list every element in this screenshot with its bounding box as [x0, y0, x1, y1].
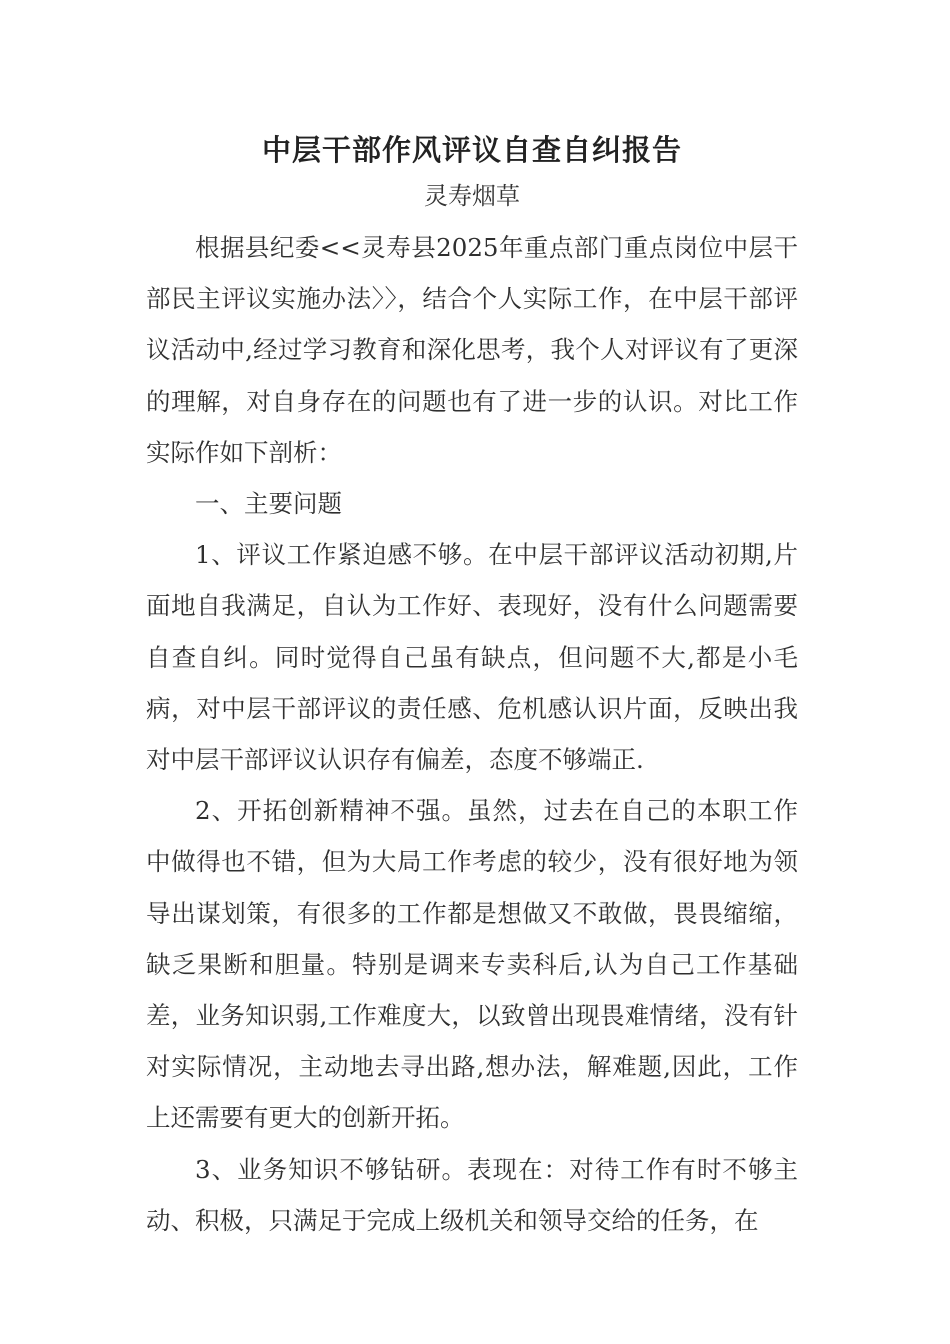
paragraph-problem-3: 3、业务知识不够钻研。表现在：对待工作有时不够主动、积极，只满足于完成上级机关和领导交给的任务，在: [146, 1154, 798, 1235]
document-title: 中层干部作风评议自查自纠报告: [261, 133, 682, 167]
paragraph-intro: 根据县纪委<<灵寿县2025年重点部门重点岗位中层干部民主评议实施办法〉〉，结合个人实际工作，在中层干部评议活动中,经过学习教育和深化思考，我个人对评议有了更深的理解，对自身存在的问题也有了进一步的认识。对比工作实际作如下剖析：: [146, 233, 798, 467]
document-body: [146, 126, 798, 1246]
paragraph-problem-1: 1、评议工作紧迫感不够。在中层干部评议活动初期,片面地自我满足，自认为工作好、表现好，没有什么问题需要自查自纠。同时觉得自己虽有缺点，但问题不大,都是小毛病，对中层干部评议的责任感、危机感认识片面，反映出我对中层干部评议认识存有偏差，态度不够端正.: [146, 540, 798, 775]
section-heading-main-problems: 一、主要问题: [195, 489, 342, 519]
document-author: 灵寿烟草: [424, 182, 520, 210]
paragraph-problem-2: 2、开拓创新精神不强。虽然，过去在自己的本职工作中做得也不错，但为大局工作考虑的较少，没有很好地为领导出谋划策，有很多的工作都是想做又不敢做，畏畏缩缩，缺乏果断和胆量。特别是调来专卖科后,认为自己工作基础差，业务知识弱,工作难度大，以致曾出现畏难情绪，没有针对实际情况，主动地去寻出路,想办法，解难题,因此，工作上还需要有更大的创新开拓。: [146, 796, 798, 1133]
